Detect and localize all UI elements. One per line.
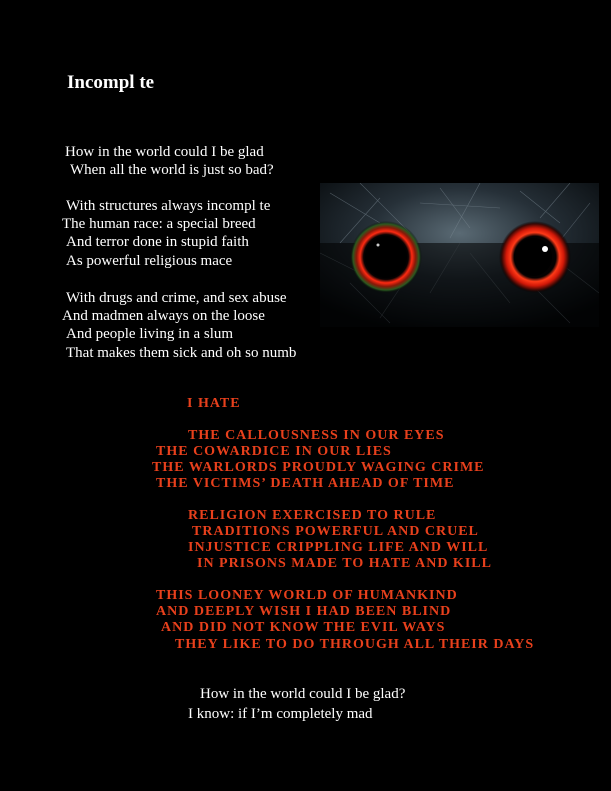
stanza3-line-3: And people living in a slum [66, 326, 234, 342]
stanza2-line-4: As powerful religious mace [66, 253, 233, 269]
hate3-line-3: AND DID NOT KNOW THE EVIL WAYS [161, 620, 446, 635]
hate1-line-3: THE WARLORDS PROUDLY WAGING CRIME [152, 460, 485, 475]
hate3-line-4: THEY LIKE TO DO THROUGH ALL THEIR DAYS [175, 637, 535, 652]
hate1-line-1: THE CALLOUSNESS IN OUR EYES [188, 428, 445, 443]
hate1-line-4: THE VICTIMS’ DEATH AHEAD OF TIME [156, 476, 455, 491]
stanza1-line-2: When all the world is just so bad? [70, 162, 274, 178]
hate3-line-2: AND DEEPLY WISH I HAD BEEN BLIND [156, 604, 452, 619]
stanza2-line-2: The human race: a special breed [62, 216, 256, 232]
hate2-line-3: INJUSTICE CRIPPLING LIFE AND WILL [188, 540, 489, 555]
hate2-line-1: RELIGION EXERCISED TO RULE [188, 508, 437, 523]
hate2-line-4: IN PRISONS MADE TO HATE AND KILL [197, 556, 492, 571]
hate2-line-2: TRADITIONS POWERFUL AND CRUEL [192, 524, 479, 539]
stanza3-line-2: And madmen always on the loose [62, 308, 265, 324]
hate1-line-2: THE COWARDICE IN OUR LIES [156, 444, 392, 459]
hate-heading: I HATE [187, 396, 241, 411]
closing-line-1: How in the world could I be glad? [200, 686, 406, 702]
stanza2-line-3: And terror done in stupid faith [66, 234, 249, 250]
hate3-line-1: THIS LOONEY WORLD OF HUMANKIND [156, 588, 458, 603]
poem-title: Incompl te [67, 72, 155, 93]
closing-line-2: I know: if I’m completely mad [188, 706, 373, 722]
glowing-eyes-image [320, 183, 599, 327]
stanza3-line-4: That makes them sick and oh so numb [66, 345, 297, 361]
stanza1-line-1: How in the world could I be glad [65, 144, 264, 160]
stanza2-line-1: With structures always incompl te [66, 198, 271, 214]
stanza3-line-1: With drugs and crime, and sex abuse [66, 290, 287, 306]
